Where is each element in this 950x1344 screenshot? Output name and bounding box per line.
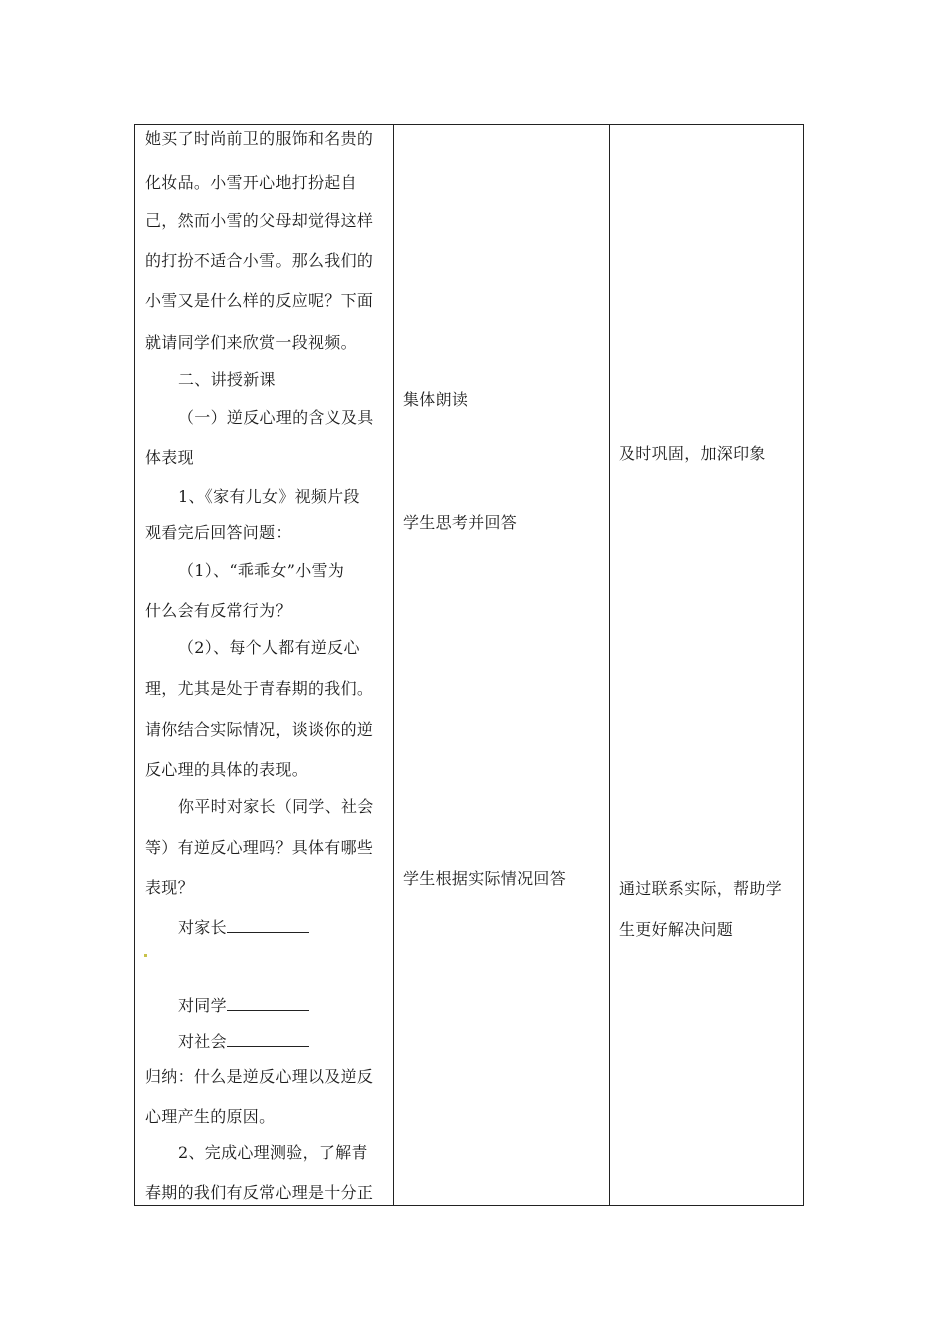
content-line: 她买了时尚前卫的服饰和名贵的 — [145, 129, 374, 148]
fill-blank-label: 对家长 — [178, 918, 227, 937]
content-line: 表现？ — [145, 878, 194, 897]
content-line: 己，然而小雪的父母却觉得这样 — [145, 211, 374, 230]
content-line: 体表现 — [145, 448, 194, 467]
lesson-plan-table — [134, 124, 804, 1206]
summary-line: 归纳：什么是逆反心理以及逆反 — [145, 1067, 374, 1086]
content-line: 你平时对家长（同学、社会 — [178, 797, 374, 816]
subsection-heading: （一）逆反心理的含义及具 — [178, 408, 374, 427]
speck-mark — [144, 954, 147, 957]
content-line: 的打扮不适合小雪。那么我们的 — [145, 251, 374, 270]
column-divider — [609, 125, 610, 1205]
fill-blank-label: 对社会 — [178, 1032, 227, 1051]
content-line: 观看完后回答问题： — [145, 523, 292, 542]
activity-text: 学生思考并回答 — [403, 513, 518, 532]
intent-text: 生更好解决问题 — [619, 920, 734, 939]
blank-underline[interactable] — [227, 994, 309, 1011]
blank-underline[interactable] — [227, 1030, 309, 1047]
content-line: 化妆品。小雪开心地打扮起自 — [145, 173, 357, 192]
content-line: 就请同学们来欣赏一段视频。 — [145, 333, 357, 352]
fill-blank-line — [178, 1030, 309, 1052]
question-line: 什么会有反常行为？ — [145, 601, 292, 620]
fill-blank-label: 对同学 — [178, 996, 227, 1015]
content-line: 春期的我们有反常心理是十分正 — [145, 1183, 374, 1202]
activity-text: 集体朗读 — [403, 390, 469, 409]
content-line: 1、《家有儿女》视频片段 — [178, 487, 360, 506]
question-line: （1）、“乖乖女”小雪为 — [178, 561, 345, 580]
question-line: 请你结合实际情况，谈谈你的逆 — [145, 720, 374, 739]
intent-text: 及时巩固，加深印象 — [619, 444, 766, 463]
summary-line: 心理产生的原因。 — [145, 1107, 276, 1126]
activity-text: 学生根据实际情况回答 — [403, 869, 567, 888]
content-line: 小雪又是什么样的反应呢？下面 — [145, 291, 374, 310]
fill-blank-line — [178, 994, 309, 1016]
question-line: 反心理的具体的表现。 — [145, 760, 309, 779]
column-divider — [393, 125, 394, 1205]
blank-underline[interactable] — [227, 916, 309, 933]
question-line: （2）、每个人都有逆反心 — [178, 638, 360, 657]
question-line: 理，尤其是处于青春期的我们。 — [145, 679, 374, 698]
content-line: 等）有逆反心理吗？具体有哪些 — [145, 838, 374, 857]
fill-blank-line — [178, 916, 309, 938]
intent-text: 通过联系实际，帮助学 — [619, 879, 783, 898]
section-heading: 二、讲授新课 — [178, 370, 276, 389]
content-line: 2、完成心理测验，了解青 — [178, 1143, 368, 1162]
